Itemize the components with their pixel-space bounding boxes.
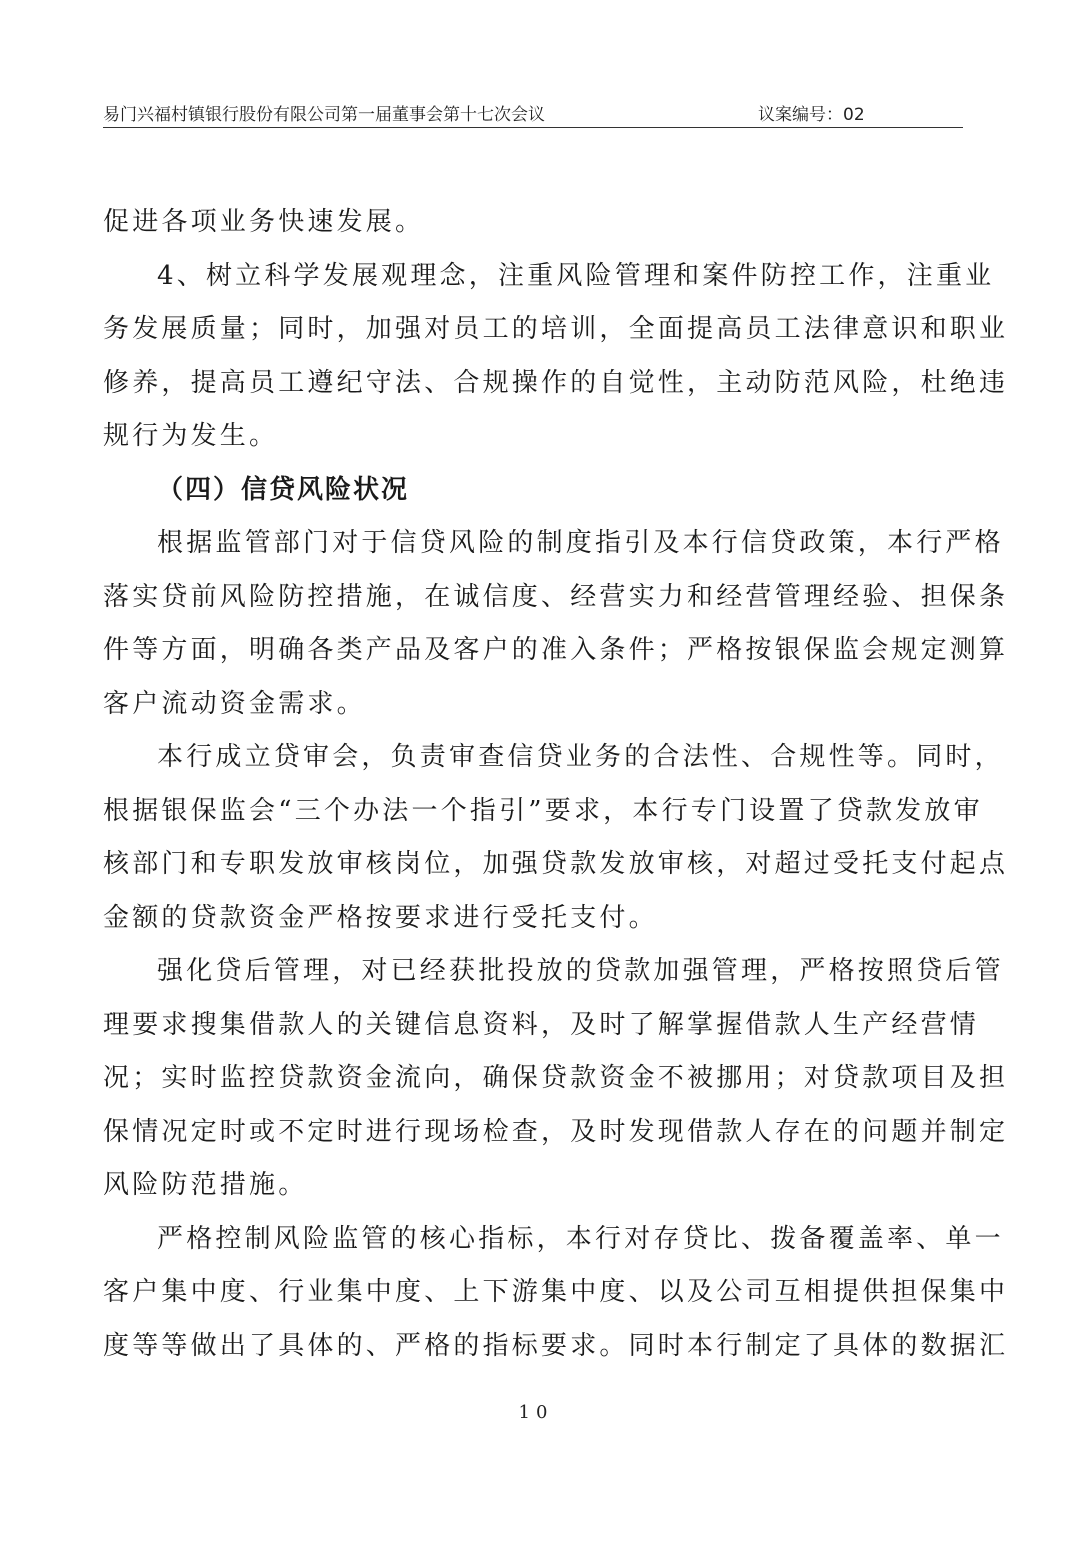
page-number: 10 xyxy=(518,1402,554,1423)
paragraph-line: 况；实时监控贷款资金流向，确保贷款资金不被挪用；对贷款项目及担 xyxy=(103,1063,1009,1093)
paragraph-line: 务发展质量；同时，加强对员工的培训，全面提高员工法律意识和职业 xyxy=(103,314,1009,344)
paragraph-line: 规行为发生。 xyxy=(103,421,279,451)
paragraph-line: 风险防范措施。 xyxy=(103,1170,308,1200)
paragraph-line: 件等方面，明确各类产品及客户的准入条件；严格按银保监会规定测算 xyxy=(103,635,1009,665)
header-divider xyxy=(103,127,963,128)
paragraph-line: 修养，提高员工遵纪守法、合规操作的自觉性，主动防范风险，杜绝违 xyxy=(103,367,1009,398)
proposal-number: 议案编号：02 xyxy=(758,105,865,125)
section-heading: （四）信贷风险状况 xyxy=(157,474,410,505)
paragraph-line: 落实贷前风险防控措施，在诚信度、经营实力和经营管理经验、担保条 xyxy=(103,581,1009,612)
paragraph-line: 客户集中度、行业集中度、上下游集中度、以及公司互相提供担保集中 xyxy=(103,1277,1009,1307)
header-title: 易门兴福村镇银行股份有限公司第一届董事会第十七次会议 xyxy=(103,105,545,125)
paragraph-line: 根据银保监会“三个办法一个指引”要求，本行专门设置了贷款发放审 xyxy=(103,795,983,826)
paragraph-line: 客户流动资金需求。 xyxy=(103,688,366,719)
body-text xyxy=(103,196,1009,1373)
paragraph-line: 根据监管部门对于信贷风险的制度指引及本行信贷政策，本行严格 xyxy=(157,528,1004,558)
paragraph-line: 强化贷后管理，对已经获批投放的贷款加强管理，严格按照贷后管 xyxy=(157,956,1004,986)
paragraph-line: 核部门和专职发放审核岗位，加强贷款发放审核，对超过受托支付起点 xyxy=(103,849,1009,879)
paragraph-line: 金额的贷款资金严格按要求进行受托支付。 xyxy=(103,902,658,933)
page-header xyxy=(103,96,963,126)
paragraph-line: 保情况定时或不定时进行现场检查，及时发现借款人存在的问题并制定 xyxy=(103,1116,1009,1147)
paragraph-line: 严格控制风险监管的核心指标，本行对存贷比、拨备覆盖率、单一 xyxy=(157,1223,1004,1254)
paragraph-line: 本行成立贷审会，负责审查信贷业务的合法性、合规性等。同时， xyxy=(157,742,1004,772)
paragraph-line: 理要求搜集借款人的关键信息资料，及时了解掌握借款人生产经营情 xyxy=(103,1009,980,1040)
paragraph-line: 4、树立科学发展观理念，注重风险管理和案件防控工作，注重业 xyxy=(157,260,995,291)
paragraph-line: 促进各项业务快速发展。 xyxy=(103,207,425,237)
paragraph-line: 度等等做出了具体的、严格的指标要求。同时本行制定了具体的数据汇 xyxy=(103,1330,1009,1361)
